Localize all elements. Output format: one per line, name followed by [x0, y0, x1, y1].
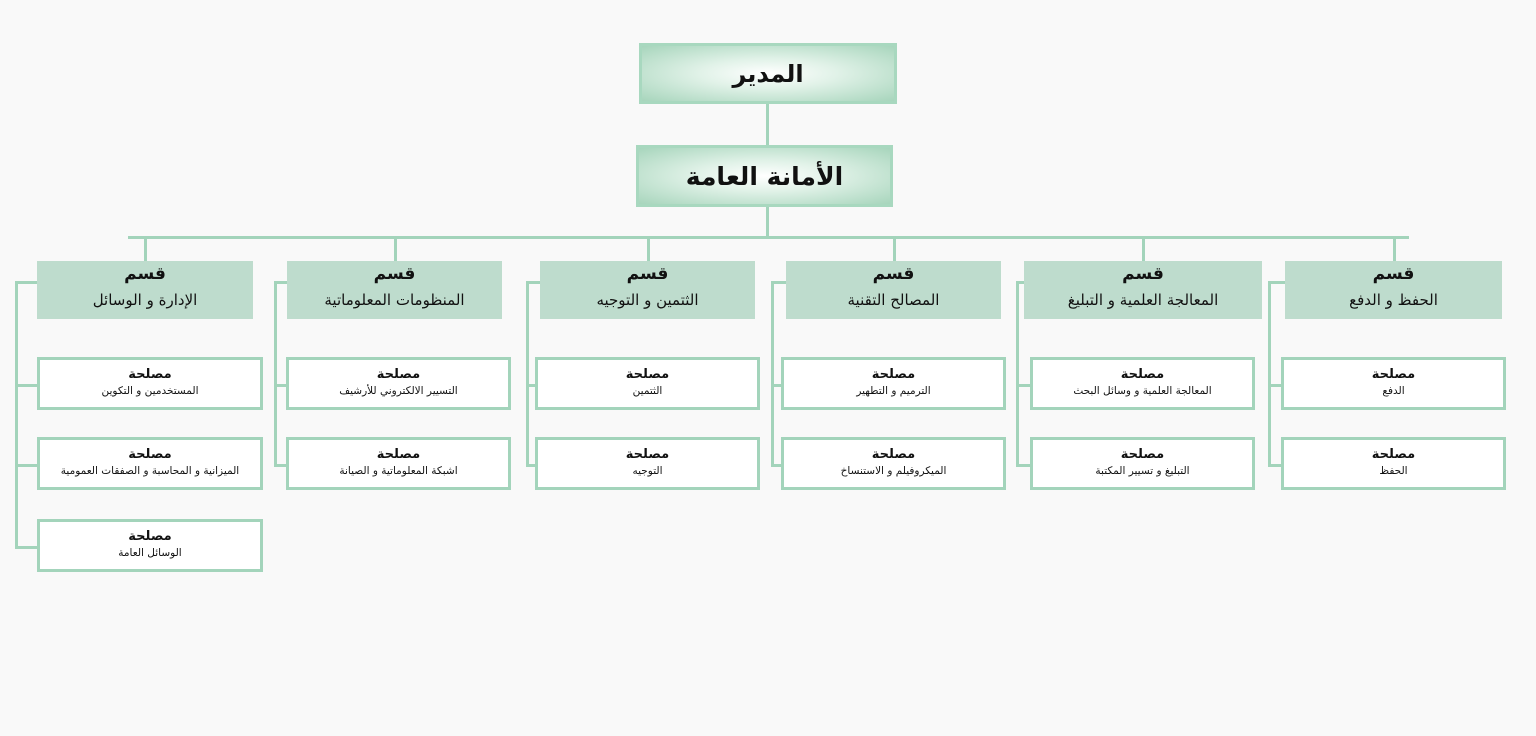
service-box	[37, 519, 263, 572]
service-kind-label: مصلحة	[625, 367, 670, 382]
connector-spine	[526, 281, 529, 466]
connector-service-stub	[274, 384, 286, 387]
department-kind-label: قسم	[373, 264, 416, 284]
connector-service-stub	[526, 384, 535, 387]
service-box	[1281, 437, 1506, 490]
connector-service-stub	[15, 546, 37, 549]
connector-service-stub	[1268, 464, 1281, 467]
department-name-label: المصالح التقنية	[847, 291, 940, 309]
service-kind-label: مصلحة	[128, 447, 172, 462]
service-name-label: الميكروفيلم و الاستنساخ	[840, 465, 947, 477]
connector-service-stub	[15, 464, 37, 467]
service-kind-label: مصلحة	[1371, 447, 1416, 462]
service-name-label: اشبكة المعلوماتية و الصيانة	[339, 465, 458, 477]
department-name-label: المعالجة العلمية و التبليغ	[1067, 291, 1219, 309]
department-kind-label: قسم	[626, 264, 669, 284]
service-name-label: الوسائل العامة	[118, 547, 182, 559]
service-name-label: المستخدمين و التكوين	[101, 385, 199, 397]
department-box	[1024, 261, 1262, 319]
director-box	[639, 43, 897, 104]
department-name-label: المنظومات المعلوماتية	[324, 291, 465, 309]
connector-spine	[1016, 281, 1019, 466]
connector-service-stub	[771, 464, 781, 467]
service-box	[286, 357, 511, 410]
connector-spine	[1268, 281, 1271, 466]
department-name-label: الحفظ و الدفع	[1349, 291, 1438, 309]
department-name-label: الإدارة و الوسائل	[92, 291, 198, 309]
secretariat-box	[636, 145, 893, 207]
connector-service-stub	[1016, 384, 1030, 387]
service-kind-label: مصلحة	[871, 367, 916, 382]
service-box	[535, 437, 760, 490]
service-kind-label: مصلحة	[1371, 367, 1416, 382]
secretariat-label: الأمانة العامة	[685, 161, 844, 191]
service-name-label: المعالجة العلمية و وسائل البحث	[1073, 385, 1212, 397]
department-kind-label: قسم	[1372, 264, 1415, 284]
service-name-label: الدفع	[1382, 385, 1405, 397]
connector-service-stub	[15, 384, 37, 387]
connector-secretariat-bus	[766, 207, 769, 237]
service-box	[286, 437, 511, 490]
service-box	[1030, 437, 1255, 490]
service-name-label: الثتمين	[632, 385, 663, 397]
connector-spine	[771, 281, 774, 466]
department-kind-label: قسم	[124, 264, 166, 284]
department-box	[1285, 261, 1502, 319]
connector-director-secretariat	[766, 104, 769, 145]
service-name-label: التبليغ و تسيير المكتبة	[1095, 465, 1190, 477]
connector-bus-drop	[394, 236, 397, 261]
connector-horizontal-bus	[128, 236, 1409, 239]
service-name-label: الحفظ	[1379, 465, 1408, 477]
service-box	[781, 437, 1006, 490]
department-box	[287, 261, 502, 319]
connector-service-stub	[1268, 384, 1281, 387]
connector-service-stub	[526, 464, 535, 467]
service-kind-label: مصلحة	[376, 367, 421, 382]
service-box	[535, 357, 760, 410]
department-kind-label: قسم	[1122, 264, 1164, 284]
connector-bus-drop	[893, 236, 896, 261]
department-box	[786, 261, 1001, 319]
department-name-label: الثتمين و التوجيه	[596, 291, 699, 309]
director-label: المدير	[732, 59, 804, 88]
service-name-label: التسيير الالكتروني للأرشيف	[339, 385, 458, 397]
department-kind-label: قسم	[872, 264, 915, 284]
service-box	[37, 437, 263, 490]
service-name-label: الترميم و التطهير	[856, 385, 931, 397]
service-kind-label: مصلحة	[625, 447, 670, 462]
connector-bus-drop	[1393, 236, 1396, 261]
connector-spine	[274, 281, 277, 466]
service-box	[37, 357, 263, 410]
connector-service-stub	[1016, 464, 1030, 467]
service-kind-label: مصلحة	[1120, 447, 1165, 462]
service-kind-label: مصلحة	[128, 529, 172, 544]
service-name-label: التوجيه	[632, 465, 663, 477]
connector-spine-stub	[526, 281, 540, 284]
connector-spine-stub	[1016, 281, 1024, 284]
service-box	[781, 357, 1006, 410]
connector-bus-drop	[1142, 236, 1145, 261]
connector-spine	[15, 281, 18, 548]
service-kind-label: مصلحة	[871, 447, 916, 462]
service-box	[1030, 357, 1255, 410]
connector-bus-drop	[144, 236, 147, 261]
connector-service-stub	[274, 464, 286, 467]
connector-spine-stub	[771, 281, 786, 284]
department-box	[540, 261, 755, 319]
department-box	[37, 261, 253, 319]
connector-spine-stub	[15, 281, 37, 284]
connector-bus-drop	[647, 236, 650, 261]
connector-spine-stub	[1268, 281, 1285, 284]
connector-service-stub	[771, 384, 781, 387]
service-box	[1281, 357, 1506, 410]
service-name-label: الميزانية و المحاسبة و الصفقات العمومية	[60, 465, 240, 477]
service-kind-label: مصلحة	[128, 367, 172, 382]
service-kind-label: مصلحة	[376, 447, 421, 462]
service-kind-label: مصلحة	[1120, 367, 1165, 382]
connector-spine-stub	[274, 281, 287, 284]
